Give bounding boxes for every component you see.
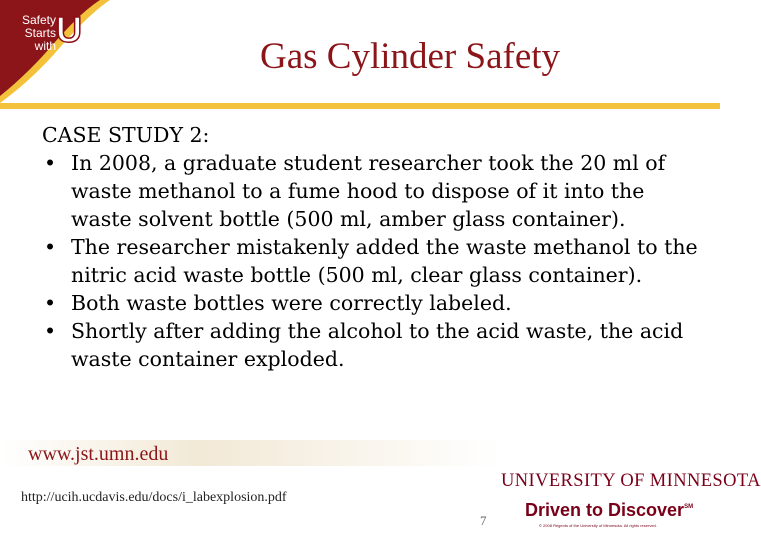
university-wordmark [495,468,761,540]
bullet-text: In 2008, a graduate student researcher took the 20 ml of waste methanol to a fume hood to dispose of it into the waste solvent bottle (500 ml, amber glass container). [71,151,666,231]
bullet-text: The researcher mistakenly added the waste methanol to the nitric acid waste bottle (500 ml, clear glass container). [71,235,698,287]
bullet-item [42,149,702,233]
bullet-icon: • [44,291,57,315]
footer-url-link[interactable]: www.jst.umn.edu [28,443,169,465]
logo-line: with [34,39,56,53]
source-citation-link[interactable]: http://ucih.ucdavis.edu/docs/i_labexplosion.pdf [21,490,287,505]
logo-line: Safety [21,13,56,27]
bullet-icon: • [44,319,57,343]
service-mark: SM [684,504,694,510]
bullet-text: Shortly after adding the alcohol to the acid waste, the acid waste container exploded. [71,319,684,371]
bullet-icon: • [44,151,57,175]
slide-header [0,0,720,103]
case-study-heading: CASE STUDY 2: [42,123,210,147]
university-name: UNIVERSITY OF MINNESOTA [501,471,761,491]
bullet-icon: • [44,235,57,259]
logo-text [6,14,56,53]
page-number: 7 [480,513,487,528]
header-divider [0,103,720,109]
logo-letter-u: U [56,9,82,50]
university-tagline [525,496,693,521]
logo-line: Starts [24,26,56,40]
bullet-list [42,149,702,373]
bullet-item [42,233,702,289]
bullet-text: Both waste bottles were correctly labeled. [71,291,512,315]
bullet-item [42,289,702,317]
bullet-item [42,317,702,373]
copyright-notice: © 2008 Regents of the University of Minnesota. All rights reserved. [539,523,657,528]
slide-body [42,121,702,373]
tagline-text: Driven to Discover [525,500,685,520]
page-title: Gas Cylinder Safety [259,36,561,77]
